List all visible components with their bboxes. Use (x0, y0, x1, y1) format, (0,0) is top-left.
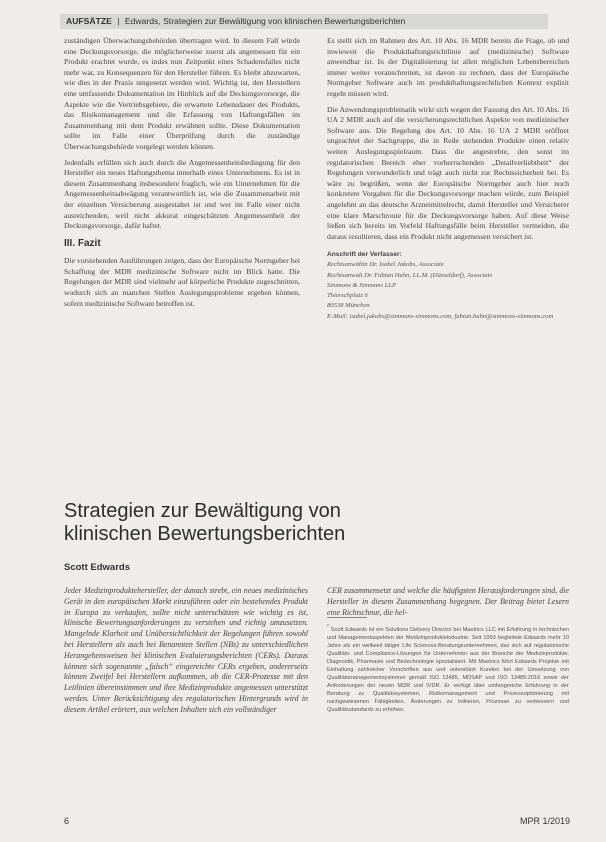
footnote-text: Scott Edwards ist ein Solutions Delivery Director bei Maetrics LLC mit Erfahrung in technischen und Managementaspekten der Medizinprodukteindustrie. Seit 1993 begleitete Edwards mehr 10 Jahre als ein weltweit tätiger Life Sciences-Beratungsunternehmen, das sich auf regulatorische Qualitäts- und Compliance-Lösungen für Unternehmen aus der Branche der Medizinprodukte, Diagnostik, Pharmazie und Biotechnologie spezialisiert. Mit Maetrics führt Edwards Projekte mit Einhaltung zahlreicher Vorschriften aus und unterstützt Kunden bei der Umsetzung von Qualitätsmanagementsystemen gemäß ISO 13485, MDSAP und ISO 13485:2016 sowie der Anforderungen der neuen MDR und IVDR. Er verfügt über umfangreiche Erfahrung in der Beratung zu Qualitätssystemen, Risikomanagement und Prozessoptimierung mit nachgewiesenen Fähigkeiten, Änderungen zu initiieren, Prozesse zu verbessern und Qualitätsstandards zu erhöhen. (327, 626, 569, 713)
author-address-line: 80538 München (327, 302, 370, 310)
article-title-line: Strategien zur Bewältigung von (64, 500, 341, 522)
paragraph: Es stellt sich im Rahmen des Art. 10 Abs. 16 MDR bereits die Frage, ob und inwieweit die Produkthaftungsrichtlinie auf (medizinische) Software anwendbar ist. In der Digitalisierung ist allen möglichen Lebensbereichen immer weiter voranschreiten, ist davon zu rechnen, dass der Europäische Normgeber Software auch im produkthaftungsrechtlichen Kontext explizit regeln müssen wird. (327, 36, 569, 98)
author-address-line: Rechtsanwältin Dr. Isabel Jakobs, Associate (327, 261, 444, 269)
journal-issue: MPR 1/2019 (519, 816, 570, 826)
paragraph: Jedenfalls erfüllen sich auch durch die Angemessenheitsbedingung für den Hersteller ein neues Haftungsthema innerhalb eines Unternehmens. Es ist in diesem Zusammenhang insbesondere fraglich, wie ein Unternehmen für die Angemessenheitsabwägung verantwortlich ist, wie die Zusammenarbeit mit der einzelnen Versicherung ausgestaltet ist und wer im Falle einer nicht ausreichenden, weil nicht akkurat eingeschätzten Angemessenheit der Deckungsvorsorge, dafür haftet. (64, 157, 300, 231)
author-address-line: Simmons & Simmons LLP (327, 281, 397, 289)
left-column-top (64, 36, 300, 314)
header-running-title: Edwards, Strategien zur Bewältigung von klinischen Bewertungsberichten (124, 16, 406, 26)
paragraph: Die Anwendungsproblematik wirkt sich wegen der Fassung des Art. 10 Abs. 16 UA 2 MDR auch auf die versicherungsrechtlichen Aspekte von medizinischer Software aus. Die Regelung des Art. 10 Abs. 16 UA 2 MDR eröffnet ungeachtet der Sachgruppe, die in Rede stehenden Produkte einen relativ weiten Auslegungsspielraum. Dass die angestrebte, den sonst im regulatorischen Bereich eher vorherrschenden „Detailverliebtheit“ der Regelungen verwunderlich und trägt auch nicht zur Rechtssicherheit bei. Es wäre zu begrüßen, wenn der Europäische Normgeber auch hier noch konkretere Vorgaben für die Deckungsvorsorge machen würde, zum Beispiel angelehnt an das deutsche Arzneimittelrecht, damit Hersteller und Versicherer eine klare Marschroute für die Deckungsvorsorge haben. Auf diese Weise ließen sich bereits im Vorfeld Haftungsfälle beim Hersteller vermeiden, die daraus resultieren, dass ein Produkt nicht angemessen versichert ist. (327, 104, 569, 241)
author-address-block (327, 250, 569, 321)
author-footnote (327, 623, 569, 714)
article-author: Scott Edwards (64, 562, 130, 573)
running-header (60, 14, 548, 29)
right-column-top (327, 36, 569, 322)
author-address-label: Anschrift der Verfasser: (327, 251, 402, 259)
header-separator: | (117, 16, 120, 26)
author-email-line: E-Mail: isabel.jakobs@simmons-simmons.com, fabian.hahn@simmons-simmons.com (327, 312, 554, 320)
author-address-line: Rechtsanwalt Dr. Fabian Hahn, LL.M. (Düsseldorf), Associate (327, 271, 493, 279)
section-heading-fazit: III. Fazit (64, 237, 101, 249)
article-title (64, 500, 564, 546)
page-number: 6 (64, 816, 70, 826)
paragraph: Die vorstehenden Ausführungen zeigen, dass der Europäische Normgeber bei Schaffung der MDR medizinische Software nicht im Blick hatte. Die Regelungen der MDR sind vielmehr auf körperliche Produkte zugeschnitten, wodurch sich an manchen Stellen Auslegungsprobleme ergeben können, sofern medizinische Software betroffen ist. (64, 256, 300, 308)
paragraph: zuständigen Überwachungsbehörden übertragen wird. In diesem Fall würde eine Deckungsvorsorge, die möglicherweise zuerst als angemessen für ein Produkt erachtet wurde, es indes nun Zeitpunkt eines Schadensfalles nicht mehr war, zu Konsequenzen für den Hersteller führen. Es bleibt abzuwarten, wie dies in der Praxis umgesetzt werden wird. Wichtig ist, den Herstellern eine umfassende Dokumentation im Hinblick auf die Deckungsvorsorge, die Aspekte wie die Vertriebsgebiete, die erwartete Lebensdauer des Produkts, das Risikomanagement und die Erfassung von Haftungsfällen im Zusammenhang mit dem Produkt erwähnen sollte. Diese Dokumentation sollte im Falle einer Überprüfung durch die zuständige Überwachungsbehörde vorgelegt werden können. (64, 36, 300, 151)
header-section-label: AUFSÄTZE (66, 16, 112, 26)
article-title-line: klinischen Bewertungsberichten (64, 523, 346, 545)
article-intro-right: CER zusammensetzt und welche die häufigsten Herausforderungen sind, die Hersteller in diesem Zusammenhang begegnen. Der Beitrag bietet Lesern eine Richtschnur, die hel- (327, 586, 569, 617)
footnote-divider (327, 617, 367, 618)
article-intro-left: Jeder Medizinproduktehersteller, der danach strebt, ein neues medizinisches Gerät in den europäischen Markt einzuführen oder ein bestehendes Produkt in Europa zu verkaufen, sollte nicht unterschätzen wie wichtig es ist, klinische Bewertungsanforderungen zu verstehen und richtig umzusetzen. Mangelnde Klarheit und Unübersichtlichkeit der Regelungen führen sowohl bei Herstellern als auch bei Benannten Stellen (NBs) zu unterschiedlichen Herangehensweisen bei klinischen Evaluierungsberichten (CERs). Daraus können sich sogenannte „falsch“ eingereichte CERs ergeben, andererseits können Zweifel bei Herstellern aufkommen, ob die CER-Prozesse mit den Leitlinien übereinstimmen und ihre Medizinprodukte angemessen unterstützt werden. Unter Berücksichtigung des regulatorischen Hintergrunds wird in diesem Artikel erörtert, aus welchen Inhalten sich ein vollständiger (64, 586, 308, 714)
footnote-marker: * (327, 624, 329, 630)
author-address-line: Thierschplatz 6 (327, 292, 368, 300)
